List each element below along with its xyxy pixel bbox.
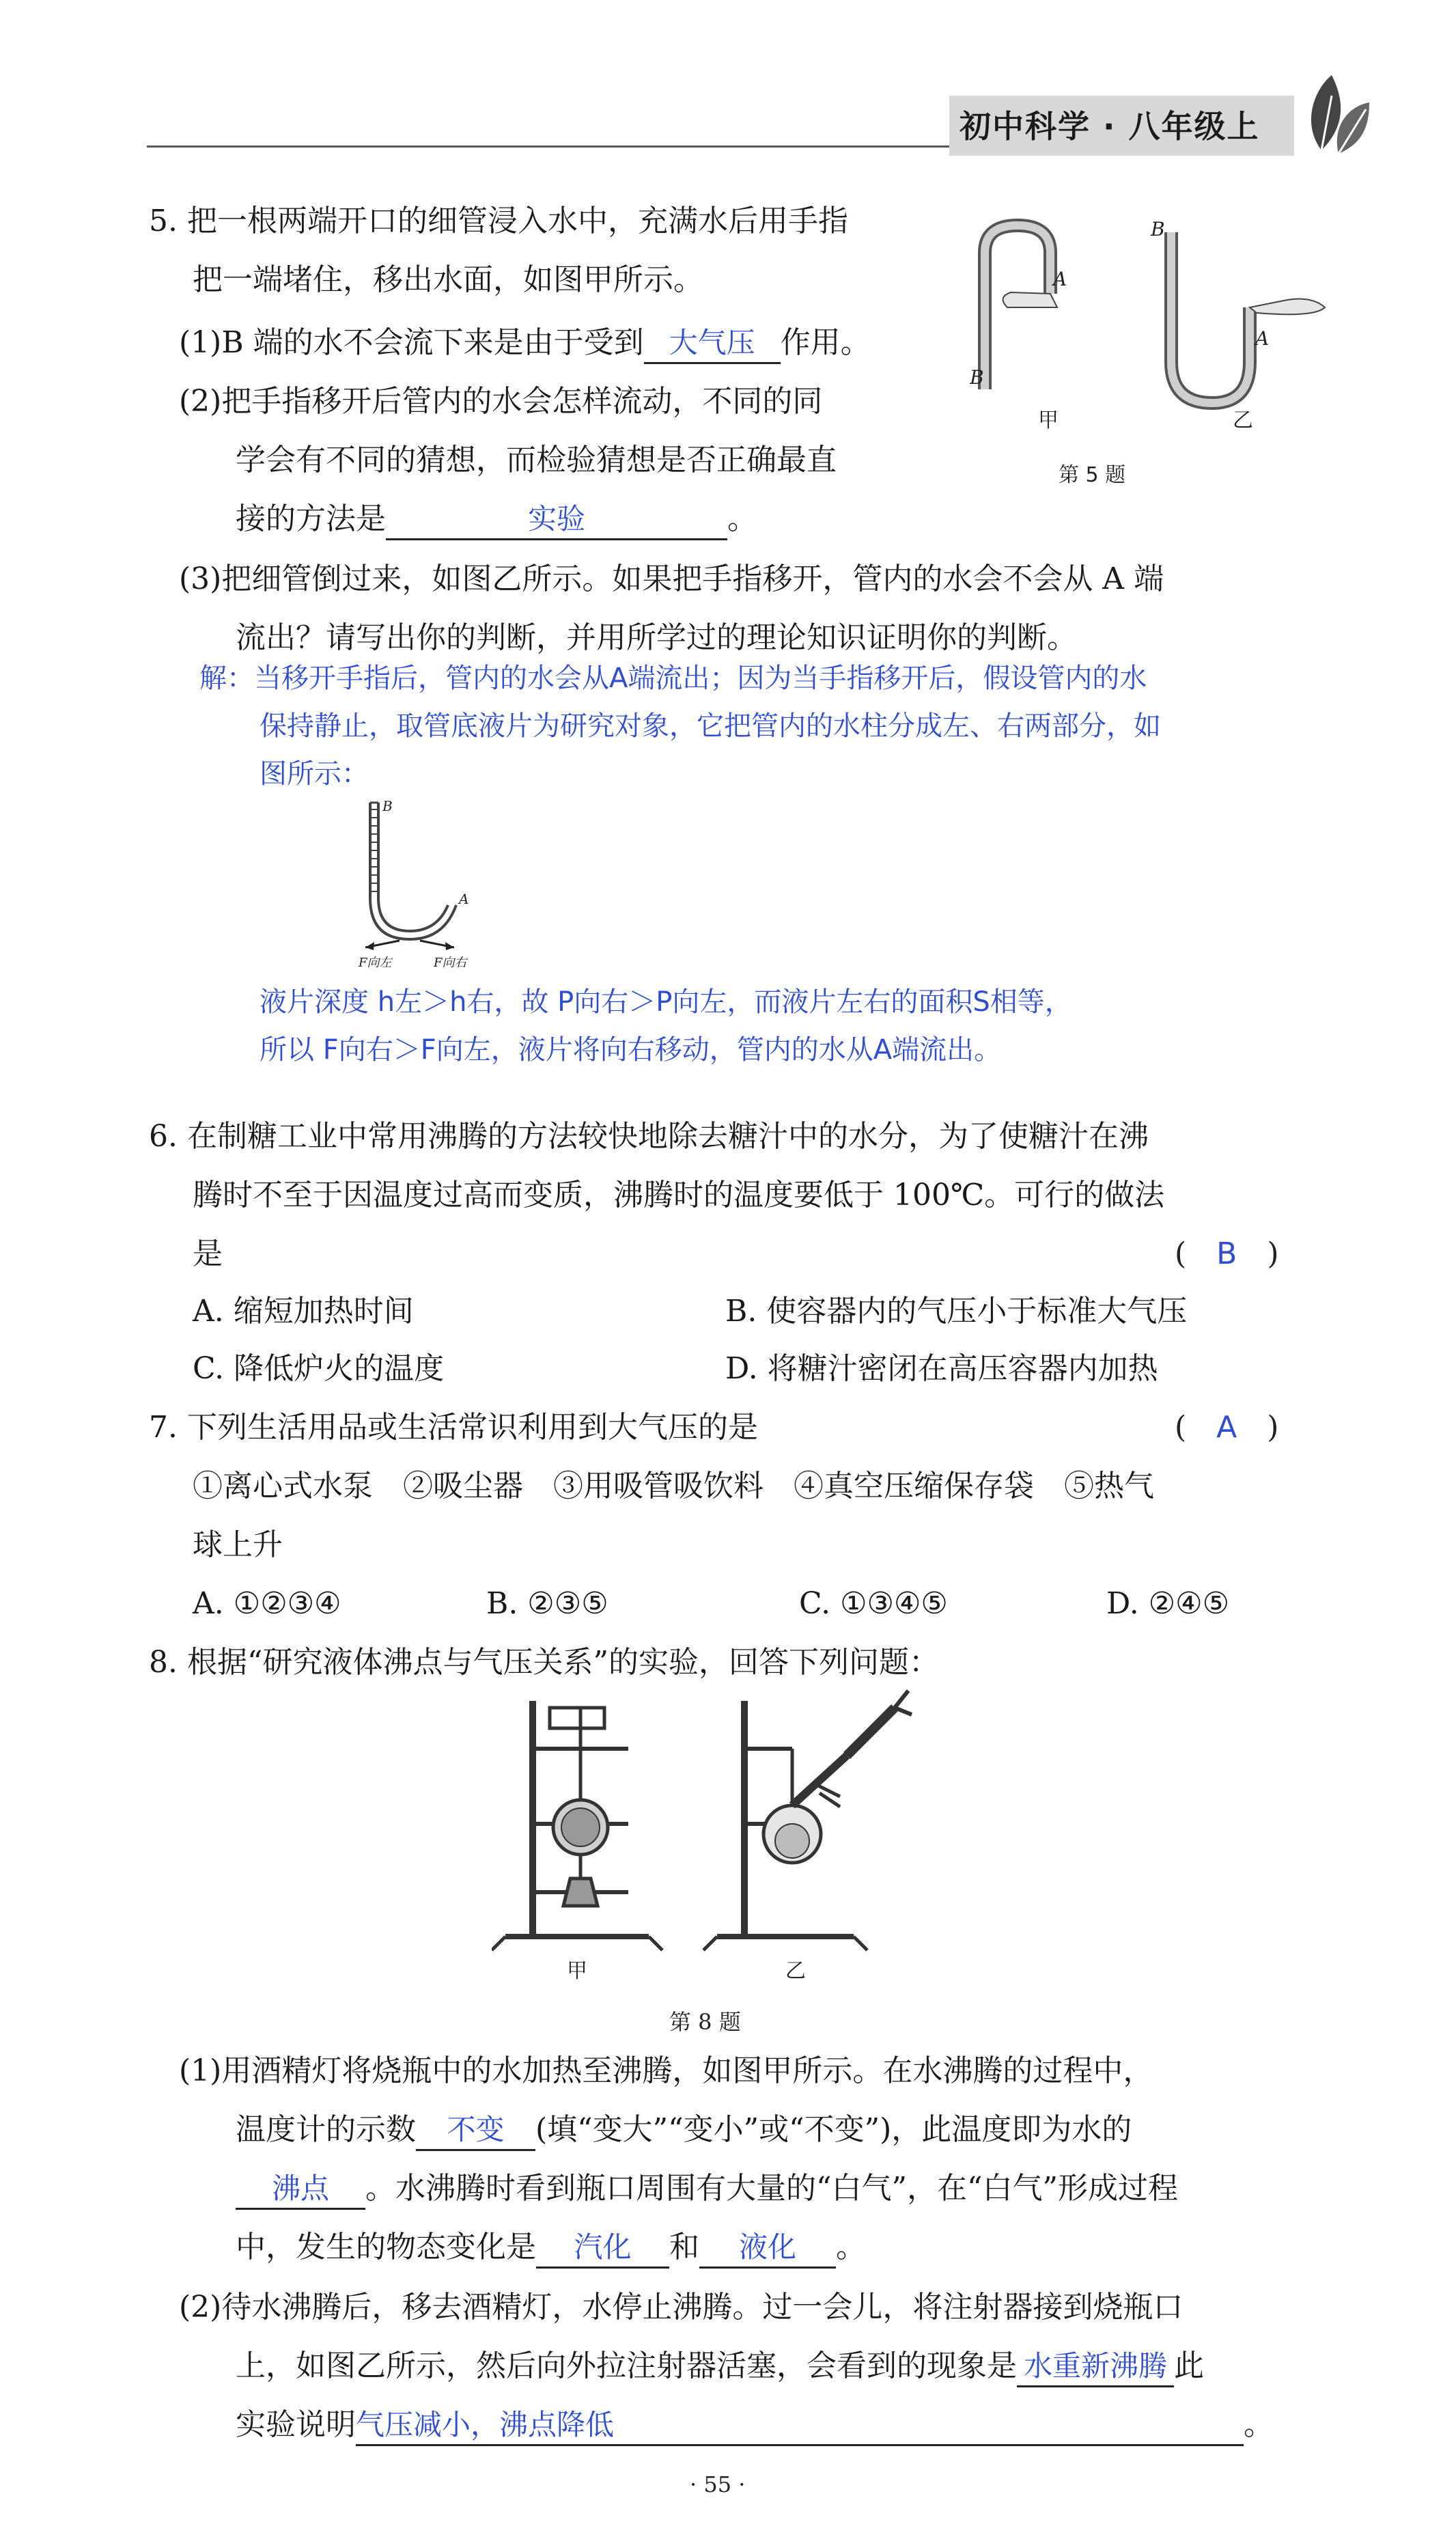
q6-option-a: A. 缩短加热时间 [193, 1294, 414, 1329]
q5-solution-line1: 解：当移开手指后，管内的水会从A端流出；因为当手指移开后，假设管内的水 [199, 663, 1147, 694]
q5-solution-line2: 保持静止，取管底液片为研究对象，它把管内的水柱分成左、右两部分，如 [260, 710, 1161, 742]
q8-part2-l3-suffix: 。 [1244, 2407, 1274, 2442]
q5-part2-suffix: 。 [727, 501, 757, 536]
q6-answer-value: B [1216, 1236, 1237, 1271]
q5-part2-line1: (2)把手指移开后管内的水会怎样流动，不同的同 [179, 384, 823, 419]
q7-line1: 7. 下列生活用品或生活常识利用到大气压的是 [149, 1410, 758, 1445]
header-title: 初中科学 · 八年级上 [960, 108, 1260, 145]
q8-part1-l4-prefix: 中，发生的物态变化是 [236, 2230, 536, 2264]
q8-part1-answer1: 不变 [416, 2111, 535, 2151]
q5-solution-line3: 图所示： [260, 758, 369, 790]
q5-solution-fig-fleft: F向左 [359, 956, 392, 970]
q7-answer: ( A ) [1175, 1410, 1279, 1445]
q5-label-b-yi: B [1151, 218, 1165, 240]
q8-part2-l2-prefix: 上，如图乙所示，然后向外拉注射器活塞，会看到的现象是 [236, 2348, 1017, 2383]
q6-line3: 是 [193, 1236, 223, 1271]
q8-label-yi: 乙 [785, 1959, 806, 1983]
q5-label-yi: 乙 [1233, 408, 1253, 432]
q8-part2-answer1: 水重新沸腾 [1017, 2347, 1174, 2387]
q7-option-d: D. ②④⑤ [1106, 1586, 1230, 1621]
q8-part1-answer2: 沸点 [236, 2169, 365, 2210]
q8-part1-line2 [236, 2101, 1132, 2159]
q8-figure [492, 1687, 983, 2001]
q5-part2-line3 [236, 490, 757, 548]
q6-option-d: D. 将糖汁密闭在高压容器内加热 [725, 1351, 1158, 1386]
q5-stem-line1: 5. 把一根两端开口的细管浸入水中，充满水后用手指 [149, 204, 848, 238]
q5-solution-fig-a: A [459, 891, 469, 907]
q8-line1: 8. 根据“研究液体沸点与气压关系”的实验，回答下列问题： [149, 1645, 939, 1680]
leaf-logo-icon [1301, 68, 1376, 157]
q5-part1-prefix: (1)B 端的水不会流下来是由于受到 [179, 325, 644, 360]
q5-label-jia: 甲 [1038, 408, 1059, 432]
q8-part1-line1: (1)用酒精灯将烧瓶中的水加热至沸腾，如图甲所示。在水沸腾的过程中， [179, 2053, 1153, 2088]
q8-part1-l2-suffix: (填“变大”“变小”或“不变”)，此温度即为水的 [535, 2112, 1132, 2147]
q5-solution-fig-fright: F向右 [434, 956, 467, 970]
q6-line2: 腾时不至于因温度过高而变质，沸腾时的温度要低于 100℃。可行的做法 [193, 1178, 1165, 1212]
q7-line3: 球上升 [193, 1527, 283, 1562]
q8-part2-answer2: 气压减小，沸点降低 [356, 2406, 1244, 2446]
q5-solution-figure [355, 796, 512, 973]
q8-caption: 第 8 题 [669, 2009, 741, 2035]
q5-caption: 第 5 题 [1059, 463, 1126, 487]
q8-part1-answer4: 液化 [699, 2228, 836, 2269]
q8-part2-l3-prefix: 实验说明 [236, 2407, 356, 2442]
q5-label-a-yi: A [1255, 327, 1270, 350]
q8-part1-l3-suffix: 。水沸腾时看到瓶口周围有大量的“白气”，在“白气”形成过程 [365, 2171, 1178, 2206]
q5-part1-suffix: 作用。 [780, 325, 871, 360]
q8-part2-line1: (2)待水沸腾后，移去酒精灯，水停止沸腾。过一会儿，将注射器接到烧瓶口 [179, 2290, 1184, 2325]
q8-part1-l2-prefix: 温度计的示数 [236, 2112, 416, 2147]
q6-line1: 6. 在制糖工业中常用沸腾的方法较快地除去糖汁中的水分，为了使糖汁在沸 [149, 1119, 1149, 1154]
q5-part3-line1: (3)把细管倒过来，如图乙所示。如果把手指移开，管内的水会不会从 A 端 [179, 562, 1164, 596]
q5-solution-line4: 液片深度 h左＞h右，故 P向右＞P向左，而液片左右的面积S相等， [260, 986, 1072, 1018]
q5-stem-line2: 把一端堵住，移出水面，如图甲所示。 [193, 262, 703, 297]
q5-label-b-jia: B [970, 366, 984, 389]
q6-answer: ( B ) [1175, 1236, 1279, 1271]
page-number: · 55 · [690, 2471, 746, 2497]
q6-option-c: C. 降低炉火的温度 [193, 1351, 445, 1386]
q5-figure [970, 205, 1352, 499]
q8-part1-line3 [236, 2160, 1178, 2217]
q7-option-a: A. ①②③④ [193, 1586, 341, 1621]
q5-solution-line5: 所以 F向右＞F向左，液片将向右移动，管内的水从A端流出。 [260, 1034, 1002, 1066]
q5-solution-fig-b: B [382, 798, 393, 814]
q6-option-b: B. 使容器内的气压小于标准大气压 [725, 1294, 1188, 1329]
q8-label-jia: 甲 [567, 1959, 587, 1983]
q5-finger-yi [1250, 299, 1325, 315]
q5-part2-line2: 学会有不同的猜想，而检验猜想是否正确最直 [236, 443, 837, 477]
q5-finger-jia [1003, 292, 1057, 307]
q5-part3-line2: 流出？请写出你的判断，并用所学过的理论知识证明你的判断。 [236, 620, 1077, 655]
q5-label-a-jia: A [1053, 268, 1067, 290]
q8-part1-l4-suffix: 。 [836, 2230, 866, 2264]
q7-line2: ①离心式水泵 ②吸尘器 ③用吸管吸饮料 ④真空压缩保存袋 ⑤热气 [193, 1469, 1154, 1503]
q8-part1-line4 [236, 2219, 866, 2276]
q8-apparatus-jia [492, 1701, 662, 1950]
q8-apparatus-yi [703, 1691, 912, 1950]
q7-option-b: B. ②③⑤ [486, 1586, 608, 1621]
q5-part2-prefix: 接的方法是 [236, 501, 386, 536]
q8-part1-answer3: 汽化 [536, 2228, 669, 2269]
q7-answer-value: A [1216, 1410, 1237, 1445]
q5-part1 [179, 314, 871, 372]
q5-part2-answer: 实验 [386, 500, 727, 540]
q8-part1-l4-mid: 和 [669, 2230, 699, 2264]
q5-tube-yi [1171, 232, 1250, 403]
q5-part1-answer: 大气压 [644, 324, 781, 364]
q7-option-c: C. ①③④⑤ [799, 1586, 948, 1621]
q8-part2-l2-suffix: 此 [1174, 2348, 1204, 2383]
q8-part2-line3 [236, 2396, 1274, 2454]
q8-part2-line2 [236, 2338, 1204, 2395]
